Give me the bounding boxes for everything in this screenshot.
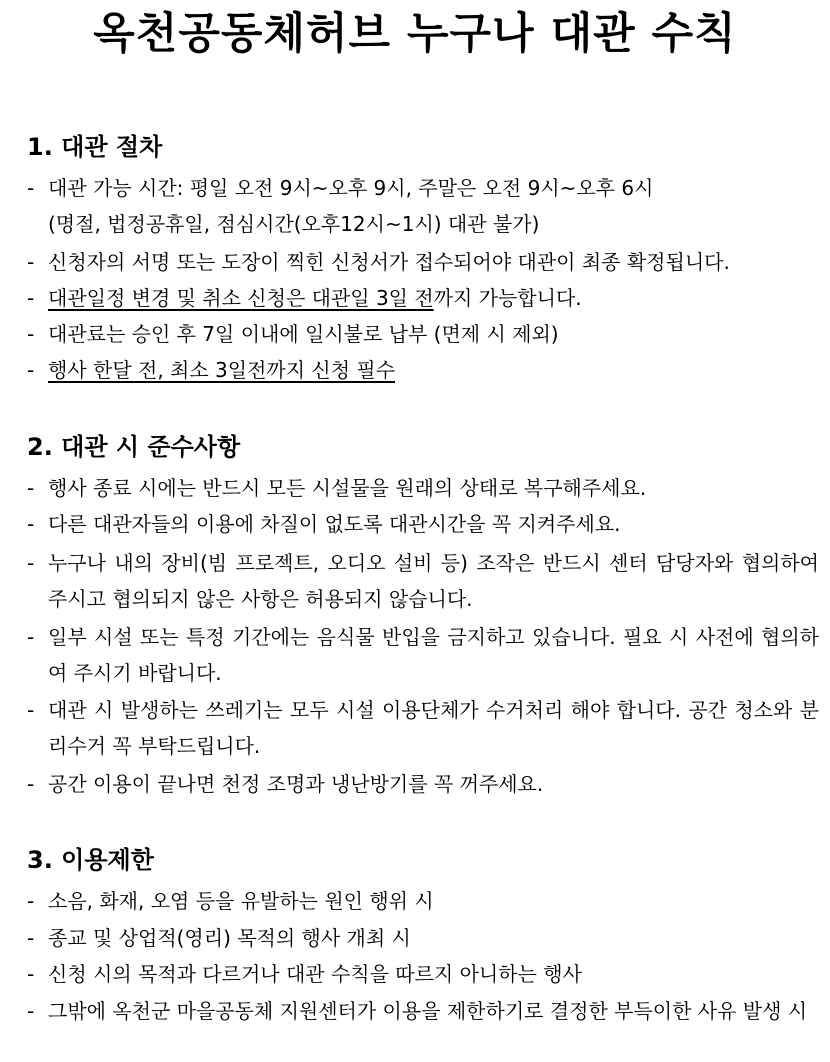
bullet-dash: -: [27, 999, 35, 1023]
document-title: 옥천공동체허브 누구나 대관 수칙: [93, 9, 737, 59]
item-text: 그밖에 옥천군 마을공동체 지원센터가 이용을 제한하기로 결정한 부득이한 사유 발생 시: [48, 999, 808, 1023]
bullet-dash: -: [27, 286, 35, 310]
bullet-dash: -: [27, 889, 35, 913]
list-item: [27, 883, 819, 919]
item-text: 다른 대관자들의 이용에 차질이 없도록 대관시간을 꼭 지켜주세요.: [48, 512, 621, 536]
bullet-dash: -: [27, 512, 35, 536]
list-item: [27, 470, 819, 506]
item-text: 누구나 내의 장비(빔 프로젝트, 오디오 설비 등) 조작은 반드시 센터 담당자와 협의하여 주시고 협의되지 않은 사항은 허용되지 않습니다.: [48, 551, 819, 611]
list-item: [27, 352, 819, 388]
item-text: 일부 시설 또는 특정 기간에는 음식물 반입을 금지하고 있습니다. 필요 시 사전에 협의하여 주시기 바랍니다.: [48, 625, 819, 685]
bullet-dash: -: [27, 625, 35, 649]
bullet-dash: -: [27, 926, 35, 950]
list-item: [27, 766, 819, 802]
section-heading-rules: 2. 대관 시 준수사항: [27, 433, 241, 461]
bullet-dash: -: [27, 322, 35, 346]
list-item: [27, 920, 819, 956]
bullet-dash: -: [27, 698, 35, 722]
bullet-dash: -: [27, 250, 35, 274]
list-item: [27, 692, 819, 764]
bullet-dash: -: [27, 176, 35, 200]
bullet-dash: -: [27, 476, 35, 500]
item-text: 종교 및 상업적(영리) 목적의 행사 개최 시: [48, 926, 411, 950]
item-text: 대관 가능 시간: 평일 오전 9시~오후 9시, 주말은 오전 9시~오후 6시: [48, 176, 654, 200]
list-item: [27, 506, 819, 542]
bullet-dash: -: [27, 358, 35, 382]
list-item: [27, 244, 819, 280]
list-item: [27, 993, 819, 1029]
item-text: 공간 이용이 끝나면 천정 조명과 냉난방기를 꼭 꺼주세요.: [48, 772, 544, 796]
list-item: [27, 545, 819, 617]
underlined-text: 행사 한달 전, 최소 3일전까지 신청 필수: [48, 358, 396, 382]
bullet-dash: -: [27, 772, 35, 796]
item-text: 소음, 화재, 오염 등을 유발하는 원인 행위 시: [48, 889, 434, 913]
item-text: 신청 시의 목적과 다르거나 대관 수칙을 따르지 아니하는 행사: [48, 962, 582, 986]
list-item: [27, 619, 819, 691]
list-item: [27, 280, 819, 316]
underlined-text: 대관일정 변경 및 취소 신청은 대관일 3일 전: [48, 286, 434, 310]
list-item: [27, 316, 819, 352]
section-heading-restrictions: 3. 이용제한: [27, 846, 154, 874]
bullet-dash: -: [27, 962, 35, 986]
item-text: 대관 시 발생하는 쓰레기는 모두 시설 이용단체가 수거처리 해야 합니다. 공간 청소와 분리수거 꼭 부탁드립니다.: [48, 698, 819, 758]
item-text: 행사 종료 시에는 반드시 모든 시설물을 원래의 상태로 복구해주세요.: [48, 476, 647, 500]
item-text: 신청자의 서명 또는 도장이 찍힌 신청서가 접수되어야 대관이 최종 확정됩니다.: [48, 250, 730, 274]
list-item: [27, 956, 819, 992]
item-text: 까지 가능합니다.: [433, 286, 582, 310]
bullet-dash: -: [27, 551, 35, 575]
section-heading-procedure: 1. 대관 절차: [27, 133, 163, 161]
item-text: 대관료는 승인 후 7일 이내에 일시불로 납부 (면제 시 제외): [48, 322, 559, 346]
list-item: [27, 170, 819, 242]
item-text-continued: (명절, 법정공휴일, 점심시간(오후12시~1시) 대관 불가): [48, 212, 540, 236]
